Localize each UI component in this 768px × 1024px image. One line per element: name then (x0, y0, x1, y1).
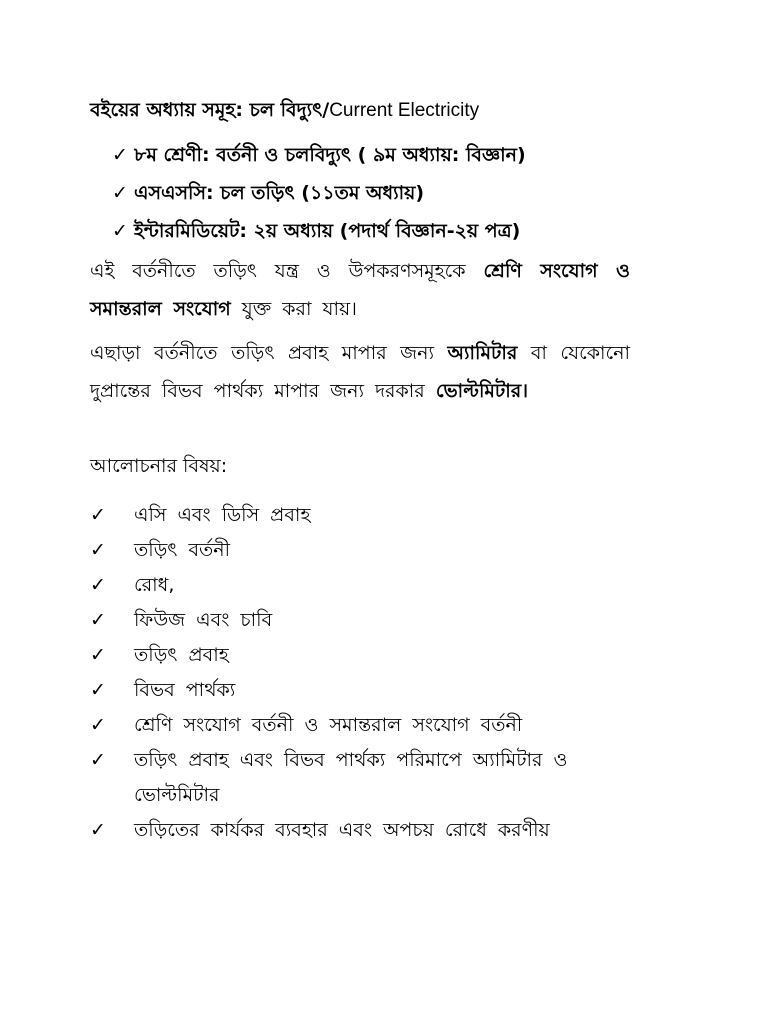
list-item (90, 568, 632, 603)
topic-text: তড়িৎ প্রবাহ এবং বিভব পার্থক্য পরিমাপে অ্যামিটার ও ভোল্টমিটার (134, 749, 568, 806)
list-item (90, 638, 632, 673)
topic-text: তড়িৎ বর্তনী (134, 539, 231, 561)
checkmark-icon: ✓ (112, 144, 128, 166)
heading-english: Current Electricity (329, 100, 480, 121)
paragraph-text: এই বর্তনীতে তড়িৎ যন্ত্র ও উপকরণসমূহকে (90, 260, 484, 282)
list-item (90, 533, 632, 568)
topics-label: আলোচনার বিষয়: (90, 455, 228, 477)
topic-text: এসি এবং ডিসি প্রবাহ (134, 504, 311, 526)
list-item (90, 708, 632, 743)
checkmark-icon: ✓ (90, 574, 106, 596)
paragraph-text: এছাড়া বর্তনীতে তড়িৎ প্রবাহ মাপার জন্য (90, 342, 448, 364)
paragraph-bold-text: অ্যামিটার (447, 342, 518, 364)
heading-bangla: বইয়ের অধ্যায় সমূহ: চল বিদ্যুৎ/ (90, 99, 330, 121)
list-item (112, 214, 526, 252)
checkmark-icon: ✓ (90, 644, 106, 666)
checkmark-icon: ✓ (112, 182, 128, 204)
checkmark-icon: ✓ (90, 504, 106, 526)
checkmark-icon: ✓ (90, 714, 106, 736)
topic-text: বিভব পার্থক্য (134, 679, 236, 701)
book-chapter-list (112, 138, 526, 252)
list-item (90, 813, 632, 848)
paragraph-text: বা যেকোনো দুপ্রান্তের বিভব পার্থক্য মাপার জন্য দরকার (90, 342, 630, 402)
paragraph-bold-text: শ্রেণি সংযোগ ও সমান্তরাল সংযোগ (90, 260, 630, 320)
list-item (90, 673, 632, 708)
checkmark-icon: ✓ (112, 220, 128, 242)
chapter-heading (90, 96, 479, 128)
topic-text: রোধ, (134, 574, 175, 596)
paragraph-text: যুক্ত করা যায়। (230, 298, 357, 320)
topic-text: তড়িতের কার্যকর ব্যবহার এবং অপচয় রোধে করণীয় (134, 819, 550, 841)
connection-paragraph (90, 252, 630, 328)
list-item (112, 176, 526, 214)
topic-text: তড়িৎ প্রবাহ (134, 644, 229, 666)
list-item (112, 138, 526, 176)
book-chapter-text: ৮ম শ্রেণী: বর্তনী ও চলবিদ্যুৎ ( ৯ম অধ্যায়: বিজ্ঞান) (134, 144, 526, 166)
topic-list (90, 498, 632, 848)
checkmark-icon: ✓ (90, 819, 106, 841)
checkmark-icon: ✓ (90, 679, 106, 701)
checkmark-icon: ✓ (90, 749, 106, 771)
paragraph-bold-text: ভোল্টমিটার। (435, 380, 529, 402)
checkmark-icon: ✓ (90, 539, 106, 561)
checkmark-icon: ✓ (90, 609, 106, 631)
list-item (90, 498, 632, 533)
topic-text: ফিউজ এবং চাবি (134, 609, 273, 631)
meters-paragraph (90, 334, 630, 410)
topic-text: শ্রেণি সংযোগ বর্তনী ও সমান্তরাল সংযোগ বর্তনী (134, 714, 523, 736)
list-item (90, 603, 632, 638)
list-item (90, 743, 632, 813)
book-chapter-text: এসএসসি: চল তড়িৎ (১১তম অধ্যায়) (134, 182, 425, 204)
book-chapter-text: ইন্টারমিডিয়েট: ২য় অধ্যায় (পদার্থ বিজ্ঞান-২য় পত্র) (134, 220, 521, 242)
